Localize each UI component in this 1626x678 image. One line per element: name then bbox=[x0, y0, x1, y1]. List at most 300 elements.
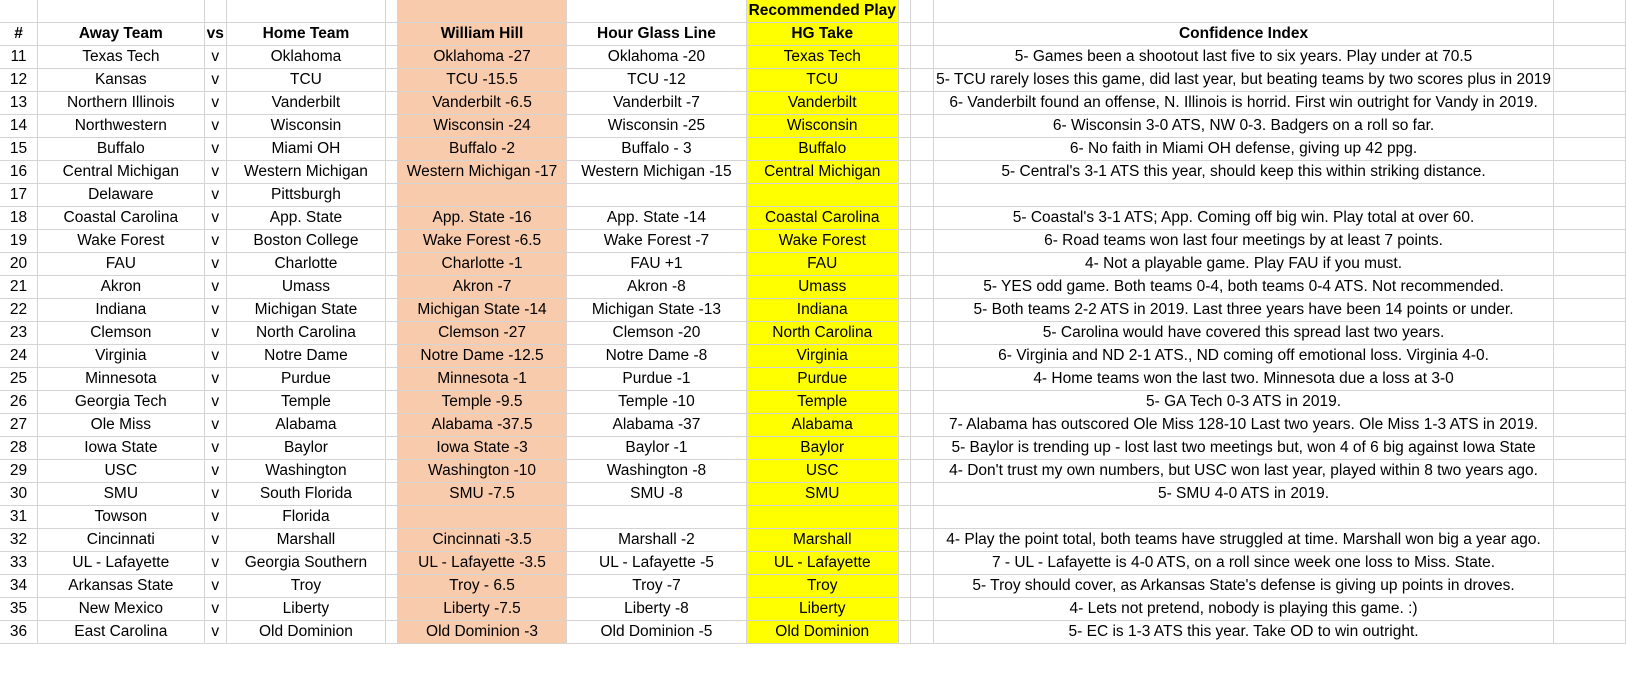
row-number-cell[interactable]: 27 bbox=[0, 414, 38, 437]
empty-cell[interactable] bbox=[1553, 414, 1625, 437]
william-hill-cell[interactable]: TCU -15.5 bbox=[397, 69, 567, 92]
william-hill-cell[interactable]: SMU -7.5 bbox=[397, 483, 567, 506]
william-hill-cell[interactable]: Washington -10 bbox=[397, 460, 567, 483]
row-number-cell[interactable]: 20 bbox=[0, 253, 38, 276]
vs-cell[interactable]: v bbox=[204, 552, 226, 575]
confidence-cell[interactable]: 6- No faith in Miami OH defense, giving up 42 ppg. bbox=[934, 138, 1554, 161]
william-hill-cell[interactable]: Akron -7 bbox=[397, 276, 567, 299]
hourglass-line-cell[interactable]: Troy -7 bbox=[567, 575, 746, 598]
empty-cell[interactable] bbox=[898, 437, 910, 460]
hg-take-cell[interactable] bbox=[746, 506, 898, 529]
empty-cell[interactable] bbox=[898, 368, 910, 391]
empty-cell[interactable] bbox=[1553, 138, 1625, 161]
empty-cell[interactable] bbox=[910, 299, 933, 322]
vs-cell[interactable]: v bbox=[204, 598, 226, 621]
hourglass-line-cell[interactable]: Akron -8 bbox=[567, 276, 746, 299]
away-team-cell[interactable]: Minnesota bbox=[38, 368, 205, 391]
row-number-cell[interactable]: 21 bbox=[0, 276, 38, 299]
hg-take-cell[interactable]: Liberty bbox=[746, 598, 898, 621]
hg-take-cell[interactable]: Buffalo bbox=[746, 138, 898, 161]
away-team-cell[interactable]: USC bbox=[38, 460, 205, 483]
confidence-cell[interactable]: 7- Alabama has outscored Ole Miss 128-10 Last two years. Ole Miss 1-3 ATS in 2019. bbox=[934, 414, 1554, 437]
away-team-cell[interactable]: Texas Tech bbox=[38, 46, 205, 69]
row-number-cell[interactable]: 19 bbox=[0, 230, 38, 253]
william-hill-cell[interactable]: Michigan State -14 bbox=[397, 299, 567, 322]
empty-cell[interactable] bbox=[898, 460, 910, 483]
vs-cell[interactable]: v bbox=[204, 483, 226, 506]
vs-cell[interactable]: v bbox=[204, 115, 226, 138]
confidence-cell[interactable] bbox=[934, 506, 1554, 529]
empty-cell[interactable] bbox=[385, 345, 397, 368]
vs-cell[interactable]: v bbox=[204, 345, 226, 368]
empty-cell[interactable] bbox=[385, 207, 397, 230]
william-hill-cell[interactable]: Charlotte -1 bbox=[397, 253, 567, 276]
confidence-cell[interactable]: 5- Troy should cover, as Arkansas State's defense is giving up points in droves. bbox=[934, 575, 1554, 598]
hourglass-line-cell[interactable]: Clemson -20 bbox=[567, 322, 746, 345]
hg-take-cell[interactable]: Temple bbox=[746, 391, 898, 414]
row-number-cell[interactable]: 34 bbox=[0, 575, 38, 598]
empty-cell[interactable] bbox=[910, 207, 933, 230]
home-team-cell[interactable]: Temple bbox=[226, 391, 385, 414]
hourglass-line-cell[interactable]: Purdue -1 bbox=[567, 368, 746, 391]
hourglass-line-cell[interactable]: UL - Lafayette -5 bbox=[567, 552, 746, 575]
empty-cell[interactable] bbox=[910, 483, 933, 506]
hourglass-line-cell[interactable]: Old Dominion -5 bbox=[567, 621, 746, 644]
confidence-cell[interactable]: 6- Wisconsin 3-0 ATS, NW 0-3. Badgers on a roll so far. bbox=[934, 115, 1554, 138]
empty-cell[interactable] bbox=[910, 230, 933, 253]
william-hill-cell[interactable]: Vanderbilt -6.5 bbox=[397, 92, 567, 115]
hourglass-line-cell[interactable]: Baylor -1 bbox=[567, 437, 746, 460]
away-team-cell[interactable]: Northwestern bbox=[38, 115, 205, 138]
empty-cell[interactable] bbox=[898, 138, 910, 161]
hg-take-cell[interactable]: Central Michigan bbox=[746, 161, 898, 184]
row-number-cell[interactable]: 26 bbox=[0, 391, 38, 414]
confidence-cell[interactable]: 4- Play the point total, both teams have struggled at time. Marshall won big a year ago. bbox=[934, 529, 1554, 552]
away-team-cell[interactable]: Central Michigan bbox=[38, 161, 205, 184]
empty-cell[interactable] bbox=[910, 92, 933, 115]
home-team-cell[interactable]: Old Dominion bbox=[226, 621, 385, 644]
empty-cell[interactable] bbox=[385, 460, 397, 483]
empty-cell[interactable] bbox=[385, 529, 397, 552]
vs-cell[interactable]: v bbox=[204, 138, 226, 161]
home-team-cell[interactable]: Oklahoma bbox=[226, 46, 385, 69]
empty-cell[interactable] bbox=[898, 322, 910, 345]
row-number-cell[interactable]: 29 bbox=[0, 460, 38, 483]
empty-cell[interactable] bbox=[385, 276, 397, 299]
home-team-cell[interactable]: Purdue bbox=[226, 368, 385, 391]
empty-cell[interactable] bbox=[385, 483, 397, 506]
away-team-cell[interactable]: Virginia bbox=[38, 345, 205, 368]
empty-cell[interactable] bbox=[898, 598, 910, 621]
hg-take-cell[interactable] bbox=[746, 184, 898, 207]
away-team-cell[interactable]: UL - Lafayette bbox=[38, 552, 205, 575]
william-hill-cell[interactable]: Buffalo -2 bbox=[397, 138, 567, 161]
confidence-cell[interactable]: 5- YES odd game. Both teams 0-4, both teams 0-4 ATS. Not recommended. bbox=[934, 276, 1554, 299]
william-hill-cell[interactable]: Minnesota -1 bbox=[397, 368, 567, 391]
empty-cell[interactable] bbox=[910, 368, 933, 391]
empty-cell[interactable] bbox=[385, 230, 397, 253]
hg-take-cell[interactable]: FAU bbox=[746, 253, 898, 276]
hourglass-line-cell[interactable] bbox=[567, 184, 746, 207]
vs-cell[interactable]: v bbox=[204, 437, 226, 460]
row-number-cell[interactable]: 22 bbox=[0, 299, 38, 322]
empty-cell[interactable] bbox=[898, 253, 910, 276]
away-team-cell[interactable]: Towson bbox=[38, 506, 205, 529]
william-hill-header[interactable]: William Hill bbox=[397, 23, 567, 46]
empty-cell[interactable] bbox=[910, 138, 933, 161]
empty-cell[interactable] bbox=[910, 69, 933, 92]
confidence-cell[interactable]: 5- TCU rarely loses this game, did last year, but beating teams by two scores plus in 2019 bbox=[934, 69, 1554, 92]
empty-cell[interactable] bbox=[1553, 368, 1625, 391]
william-hill-cell[interactable]: UL - Lafayette -3.5 bbox=[397, 552, 567, 575]
away-team-cell[interactable]: FAU bbox=[38, 253, 205, 276]
empty-cell[interactable] bbox=[898, 46, 910, 69]
hourglass-line-cell[interactable]: FAU +1 bbox=[567, 253, 746, 276]
confidence-cell[interactable]: 4- Home teams won the last two. Minnesota due a loss at 3-0 bbox=[934, 368, 1554, 391]
empty-cell[interactable] bbox=[385, 437, 397, 460]
empty-cell[interactable] bbox=[898, 621, 910, 644]
home-team-cell[interactable]: Wisconsin bbox=[226, 115, 385, 138]
empty-cell[interactable] bbox=[1553, 552, 1625, 575]
empty-cell[interactable] bbox=[910, 391, 933, 414]
home-team-cell[interactable]: Liberty bbox=[226, 598, 385, 621]
empty-cell[interactable] bbox=[385, 575, 397, 598]
hourglass-line-cell[interactable]: SMU -8 bbox=[567, 483, 746, 506]
empty-cell[interactable] bbox=[1553, 575, 1625, 598]
away-team-cell[interactable]: Arkansas State bbox=[38, 575, 205, 598]
hg-take-cell[interactable]: Texas Tech bbox=[746, 46, 898, 69]
confidence-index-header[interactable]: Confidence Index bbox=[934, 23, 1554, 46]
vs-cell[interactable]: v bbox=[204, 92, 226, 115]
william-hill-cell[interactable] bbox=[397, 506, 567, 529]
row-number-cell[interactable]: 18 bbox=[0, 207, 38, 230]
empty-cell[interactable] bbox=[1553, 115, 1625, 138]
home-team-cell[interactable]: South Florida bbox=[226, 483, 385, 506]
confidence-cell[interactable]: 5- Central's 3-1 ATS this year, should keep this within striking distance. bbox=[934, 161, 1554, 184]
hourglass-line-cell[interactable]: App. State -14 bbox=[567, 207, 746, 230]
empty-cell[interactable] bbox=[1553, 207, 1625, 230]
vs-cell[interactable]: v bbox=[204, 69, 226, 92]
away-team-cell[interactable]: SMU bbox=[38, 483, 205, 506]
row-number-cell[interactable]: 32 bbox=[0, 529, 38, 552]
hourglass-line-cell[interactable]: Marshall -2 bbox=[567, 529, 746, 552]
hourglass-line-cell[interactable]: Notre Dame -8 bbox=[567, 345, 746, 368]
empty-cell[interactable] bbox=[910, 575, 933, 598]
empty-cell[interactable] bbox=[1553, 161, 1625, 184]
empty-cell[interactable] bbox=[1553, 437, 1625, 460]
empty-cell[interactable] bbox=[898, 161, 910, 184]
confidence-cell[interactable]: 5- Both teams 2-2 ATS in 2019. Last three years have been 14 points or under. bbox=[934, 299, 1554, 322]
row-number-cell[interactable]: 35 bbox=[0, 598, 38, 621]
away-team-cell[interactable]: Delaware bbox=[38, 184, 205, 207]
home-team-cell[interactable]: Baylor bbox=[226, 437, 385, 460]
william-hill-cell[interactable] bbox=[397, 184, 567, 207]
away-team-cell[interactable]: Northern Illinois bbox=[38, 92, 205, 115]
away-team-cell[interactable]: Clemson bbox=[38, 322, 205, 345]
row-number-cell[interactable]: 11 bbox=[0, 46, 38, 69]
empty-cell[interactable] bbox=[910, 414, 933, 437]
empty-cell[interactable] bbox=[385, 552, 397, 575]
empty-cell[interactable] bbox=[385, 506, 397, 529]
empty-cell[interactable] bbox=[898, 184, 910, 207]
empty-cell[interactable] bbox=[898, 414, 910, 437]
home-team-cell[interactable]: App. State bbox=[226, 207, 385, 230]
home-team-cell[interactable]: Pittsburgh bbox=[226, 184, 385, 207]
home-team-cell[interactable]: TCU bbox=[226, 69, 385, 92]
empty-cell[interactable] bbox=[898, 92, 910, 115]
empty-cell[interactable] bbox=[1553, 69, 1625, 92]
empty-cell[interactable] bbox=[1553, 276, 1625, 299]
william-hill-cell[interactable]: Temple -9.5 bbox=[397, 391, 567, 414]
empty-cell[interactable] bbox=[385, 161, 397, 184]
hg-take-cell[interactable]: Purdue bbox=[746, 368, 898, 391]
hourglass-line-cell[interactable]: Liberty -8 bbox=[567, 598, 746, 621]
william-hill-cell[interactable]: Liberty -7.5 bbox=[397, 598, 567, 621]
empty-cell[interactable] bbox=[1553, 299, 1625, 322]
vs-cell[interactable]: v bbox=[204, 621, 226, 644]
empty-cell[interactable] bbox=[910, 345, 933, 368]
empty-cell[interactable] bbox=[1553, 184, 1625, 207]
away-team-cell[interactable]: East Carolina bbox=[38, 621, 205, 644]
row-number-cell[interactable]: 33 bbox=[0, 552, 38, 575]
empty-cell[interactable] bbox=[1553, 621, 1625, 644]
hg-take-cell[interactable]: USC bbox=[746, 460, 898, 483]
hg-take-cell[interactable]: Troy bbox=[746, 575, 898, 598]
row-number-cell[interactable]: 17 bbox=[0, 184, 38, 207]
empty-cell[interactable] bbox=[385, 598, 397, 621]
row-number-cell[interactable]: 25 bbox=[0, 368, 38, 391]
empty-cell[interactable] bbox=[385, 322, 397, 345]
empty-cell[interactable] bbox=[898, 69, 910, 92]
empty-cell[interactable] bbox=[385, 621, 397, 644]
vs-cell[interactable]: v bbox=[204, 368, 226, 391]
empty-cell[interactable] bbox=[910, 621, 933, 644]
empty-cell[interactable] bbox=[910, 460, 933, 483]
vs-cell[interactable]: v bbox=[204, 506, 226, 529]
empty-cell[interactable] bbox=[1553, 598, 1625, 621]
home-team-cell[interactable]: Vanderbilt bbox=[226, 92, 385, 115]
hg-take-cell[interactable]: UL - Lafayette bbox=[746, 552, 898, 575]
home-team-cell[interactable]: Charlotte bbox=[226, 253, 385, 276]
vs-cell[interactable]: v bbox=[204, 161, 226, 184]
william-hill-cell[interactable]: Notre Dame -12.5 bbox=[397, 345, 567, 368]
vs-cell[interactable]: v bbox=[204, 276, 226, 299]
william-hill-cell[interactable]: Clemson -27 bbox=[397, 322, 567, 345]
empty-cell[interactable] bbox=[910, 598, 933, 621]
hg-take-cell[interactable]: Umass bbox=[746, 276, 898, 299]
away-team-cell[interactable]: Indiana bbox=[38, 299, 205, 322]
empty-cell[interactable] bbox=[385, 391, 397, 414]
confidence-cell[interactable]: 5- Baylor is trending up - lost last two meetings but, won 4 of 6 big against Iowa State bbox=[934, 437, 1554, 460]
empty-cell[interactable] bbox=[910, 115, 933, 138]
away-team-cell[interactable]: Wake Forest bbox=[38, 230, 205, 253]
hourglass-line-cell[interactable]: Alabama -37 bbox=[567, 414, 746, 437]
vs-cell[interactable]: v bbox=[204, 414, 226, 437]
empty-cell[interactable] bbox=[1553, 230, 1625, 253]
confidence-cell[interactable]: 5- Coastal's 3-1 ATS; App. Coming off big win. Play total at over 60. bbox=[934, 207, 1554, 230]
hg-take-cell[interactable]: Alabama bbox=[746, 414, 898, 437]
empty-cell[interactable] bbox=[1553, 253, 1625, 276]
hourglass-line-cell[interactable]: Wake Forest -7 bbox=[567, 230, 746, 253]
away-team-cell[interactable]: New Mexico bbox=[38, 598, 205, 621]
vs-cell[interactable]: v bbox=[204, 253, 226, 276]
empty-cell[interactable] bbox=[1553, 483, 1625, 506]
hourglass-line-cell[interactable]: TCU -12 bbox=[567, 69, 746, 92]
hg-take-cell[interactable]: Wake Forest bbox=[746, 230, 898, 253]
confidence-cell[interactable]: 4- Not a playable game. Play FAU if you must. bbox=[934, 253, 1554, 276]
empty-cell[interactable] bbox=[898, 391, 910, 414]
empty-cell[interactable] bbox=[898, 345, 910, 368]
confidence-cell[interactable]: 7 - UL - Lafayette is 4-0 ATS, on a roll since week one loss to Miss. State. bbox=[934, 552, 1554, 575]
away-team-header[interactable]: Away Team bbox=[38, 23, 205, 46]
empty-cell[interactable] bbox=[1553, 46, 1625, 69]
hourglass-line-cell[interactable]: Michigan State -13 bbox=[567, 299, 746, 322]
william-hill-cell[interactable]: Old Dominion -3 bbox=[397, 621, 567, 644]
empty-cell[interactable] bbox=[385, 299, 397, 322]
empty-cell[interactable] bbox=[898, 529, 910, 552]
num-header[interactable]: # bbox=[0, 23, 38, 46]
vs-cell[interactable]: v bbox=[204, 575, 226, 598]
confidence-cell[interactable] bbox=[934, 184, 1554, 207]
william-hill-cell[interactable]: Western Michigan -17 bbox=[397, 161, 567, 184]
william-hill-cell[interactable]: Iowa State -3 bbox=[397, 437, 567, 460]
home-team-cell[interactable]: Miami OH bbox=[226, 138, 385, 161]
empty-cell[interactable] bbox=[898, 299, 910, 322]
empty-cell[interactable] bbox=[1553, 506, 1625, 529]
away-team-cell[interactable]: Cincinnati bbox=[38, 529, 205, 552]
empty-cell[interactable] bbox=[910, 437, 933, 460]
row-number-cell[interactable]: 30 bbox=[0, 483, 38, 506]
william-hill-cell[interactable]: Cincinnati -3.5 bbox=[397, 529, 567, 552]
vs-cell[interactable]: v bbox=[204, 184, 226, 207]
confidence-cell[interactable]: 4- Don't trust my own numbers, but USC won last year, played within 8 two years ago. bbox=[934, 460, 1554, 483]
hg-take-cell[interactable]: Indiana bbox=[746, 299, 898, 322]
hg-take-cell[interactable]: Marshall bbox=[746, 529, 898, 552]
hourglass-line-header[interactable]: Hour Glass Line bbox=[567, 23, 746, 46]
empty-cell[interactable] bbox=[1553, 322, 1625, 345]
confidence-cell[interactable]: 5- GA Tech 0-3 ATS in 2019. bbox=[934, 391, 1554, 414]
vs-cell[interactable]: v bbox=[204, 207, 226, 230]
row-number-cell[interactable]: 12 bbox=[0, 69, 38, 92]
empty-cell[interactable] bbox=[910, 322, 933, 345]
empty-cell[interactable] bbox=[385, 138, 397, 161]
william-hill-cell[interactable]: Wake Forest -6.5 bbox=[397, 230, 567, 253]
empty-cell[interactable] bbox=[1553, 391, 1625, 414]
empty-cell[interactable] bbox=[910, 46, 933, 69]
home-team-cell[interactable]: Umass bbox=[226, 276, 385, 299]
empty-cell[interactable] bbox=[898, 552, 910, 575]
row-number-cell[interactable]: 13 bbox=[0, 92, 38, 115]
vs-cell[interactable]: v bbox=[204, 529, 226, 552]
away-team-cell[interactable]: Akron bbox=[38, 276, 205, 299]
row-number-cell[interactable]: 14 bbox=[0, 115, 38, 138]
empty-cell[interactable] bbox=[385, 368, 397, 391]
vs-cell[interactable]: v bbox=[204, 230, 226, 253]
away-team-cell[interactable]: Georgia Tech bbox=[38, 391, 205, 414]
confidence-cell[interactable]: 5- Games been a shootout last five to six years. Play under at 70.5 bbox=[934, 46, 1554, 69]
confidence-cell[interactable]: 6- Vanderbilt found an offense, N. Illinois is horrid. First win outright for Vandy in 2019. bbox=[934, 92, 1554, 115]
hourglass-line-cell[interactable]: Buffalo - 3 bbox=[567, 138, 746, 161]
home-team-header[interactable]: Home Team bbox=[226, 23, 385, 46]
row-number-cell[interactable]: 36 bbox=[0, 621, 38, 644]
empty-cell[interactable] bbox=[898, 207, 910, 230]
william-hill-cell[interactable]: Troy - 6.5 bbox=[397, 575, 567, 598]
hourglass-line-cell[interactable]: Vanderbilt -7 bbox=[567, 92, 746, 115]
home-team-cell[interactable]: North Carolina bbox=[226, 322, 385, 345]
hg-take-cell[interactable]: Coastal Carolina bbox=[746, 207, 898, 230]
away-team-cell[interactable]: Coastal Carolina bbox=[38, 207, 205, 230]
hg-take-header[interactable]: HG Take bbox=[746, 23, 898, 46]
home-team-cell[interactable]: Notre Dame bbox=[226, 345, 385, 368]
empty-cell[interactable] bbox=[910, 506, 933, 529]
empty-cell[interactable] bbox=[898, 276, 910, 299]
empty-cell[interactable] bbox=[910, 276, 933, 299]
away-team-cell[interactable]: Kansas bbox=[38, 69, 205, 92]
home-team-cell[interactable]: Troy bbox=[226, 575, 385, 598]
empty-cell[interactable] bbox=[910, 529, 933, 552]
home-team-cell[interactable]: Marshall bbox=[226, 529, 385, 552]
empty-cell[interactable] bbox=[1553, 529, 1625, 552]
hg-take-cell[interactable]: Old Dominion bbox=[746, 621, 898, 644]
hourglass-line-cell[interactable]: Western Michigan -15 bbox=[567, 161, 746, 184]
hourglass-line-cell[interactable] bbox=[567, 506, 746, 529]
home-team-cell[interactable]: Western Michigan bbox=[226, 161, 385, 184]
empty-cell[interactable] bbox=[898, 575, 910, 598]
hourglass-line-cell[interactable]: Oklahoma -20 bbox=[567, 46, 746, 69]
row-number-cell[interactable]: 23 bbox=[0, 322, 38, 345]
william-hill-cell[interactable]: Wisconsin -24 bbox=[397, 115, 567, 138]
home-team-cell[interactable]: Alabama bbox=[226, 414, 385, 437]
home-team-cell[interactable]: Florida bbox=[226, 506, 385, 529]
row-number-cell[interactable]: 31 bbox=[0, 506, 38, 529]
hg-take-cell[interactable]: North Carolina bbox=[746, 322, 898, 345]
empty-cell[interactable] bbox=[910, 184, 933, 207]
empty-cell[interactable] bbox=[1553, 345, 1625, 368]
vs-cell[interactable]: v bbox=[204, 391, 226, 414]
empty-cell[interactable] bbox=[385, 115, 397, 138]
confidence-cell[interactable]: 5- Carolina would have covered this spread last two years. bbox=[934, 322, 1554, 345]
william-hill-cell[interactable]: Oklahoma -27 bbox=[397, 46, 567, 69]
row-number-cell[interactable]: 28 bbox=[0, 437, 38, 460]
home-team-cell[interactable]: Boston College bbox=[226, 230, 385, 253]
empty-cell[interactable] bbox=[898, 230, 910, 253]
hg-take-cell[interactable]: TCU bbox=[746, 69, 898, 92]
hg-take-cell[interactable]: Vanderbilt bbox=[746, 92, 898, 115]
empty-cell[interactable] bbox=[910, 161, 933, 184]
confidence-cell[interactable]: 5- EC is 1-3 ATS this year. Take OD to win outright. bbox=[934, 621, 1554, 644]
hg-take-cell[interactable]: SMU bbox=[746, 483, 898, 506]
empty-cell[interactable] bbox=[385, 414, 397, 437]
away-team-cell[interactable]: Ole Miss bbox=[38, 414, 205, 437]
home-team-cell[interactable]: Michigan State bbox=[226, 299, 385, 322]
empty-cell[interactable] bbox=[898, 483, 910, 506]
hg-take-cell[interactable]: Baylor bbox=[746, 437, 898, 460]
confidence-cell[interactable]: 6- Virginia and ND 2-1 ATS., ND coming off emotional loss. Virginia 4-0. bbox=[934, 345, 1554, 368]
vs-cell[interactable]: v bbox=[204, 299, 226, 322]
away-team-cell[interactable]: Buffalo bbox=[38, 138, 205, 161]
vs-header[interactable]: vs bbox=[204, 23, 226, 46]
hourglass-line-cell[interactable]: Temple -10 bbox=[567, 391, 746, 414]
empty-cell[interactable] bbox=[385, 253, 397, 276]
empty-cell[interactable] bbox=[910, 552, 933, 575]
row-number-cell[interactable]: 16 bbox=[0, 161, 38, 184]
home-team-cell[interactable]: Georgia Southern bbox=[226, 552, 385, 575]
empty-cell[interactable] bbox=[385, 69, 397, 92]
away-team-cell[interactable]: Iowa State bbox=[38, 437, 205, 460]
hg-take-cell[interactable]: Virginia bbox=[746, 345, 898, 368]
recommended-play-header[interactable]: Recommended Play bbox=[746, 0, 898, 23]
row-number-cell[interactable]: 15 bbox=[0, 138, 38, 161]
